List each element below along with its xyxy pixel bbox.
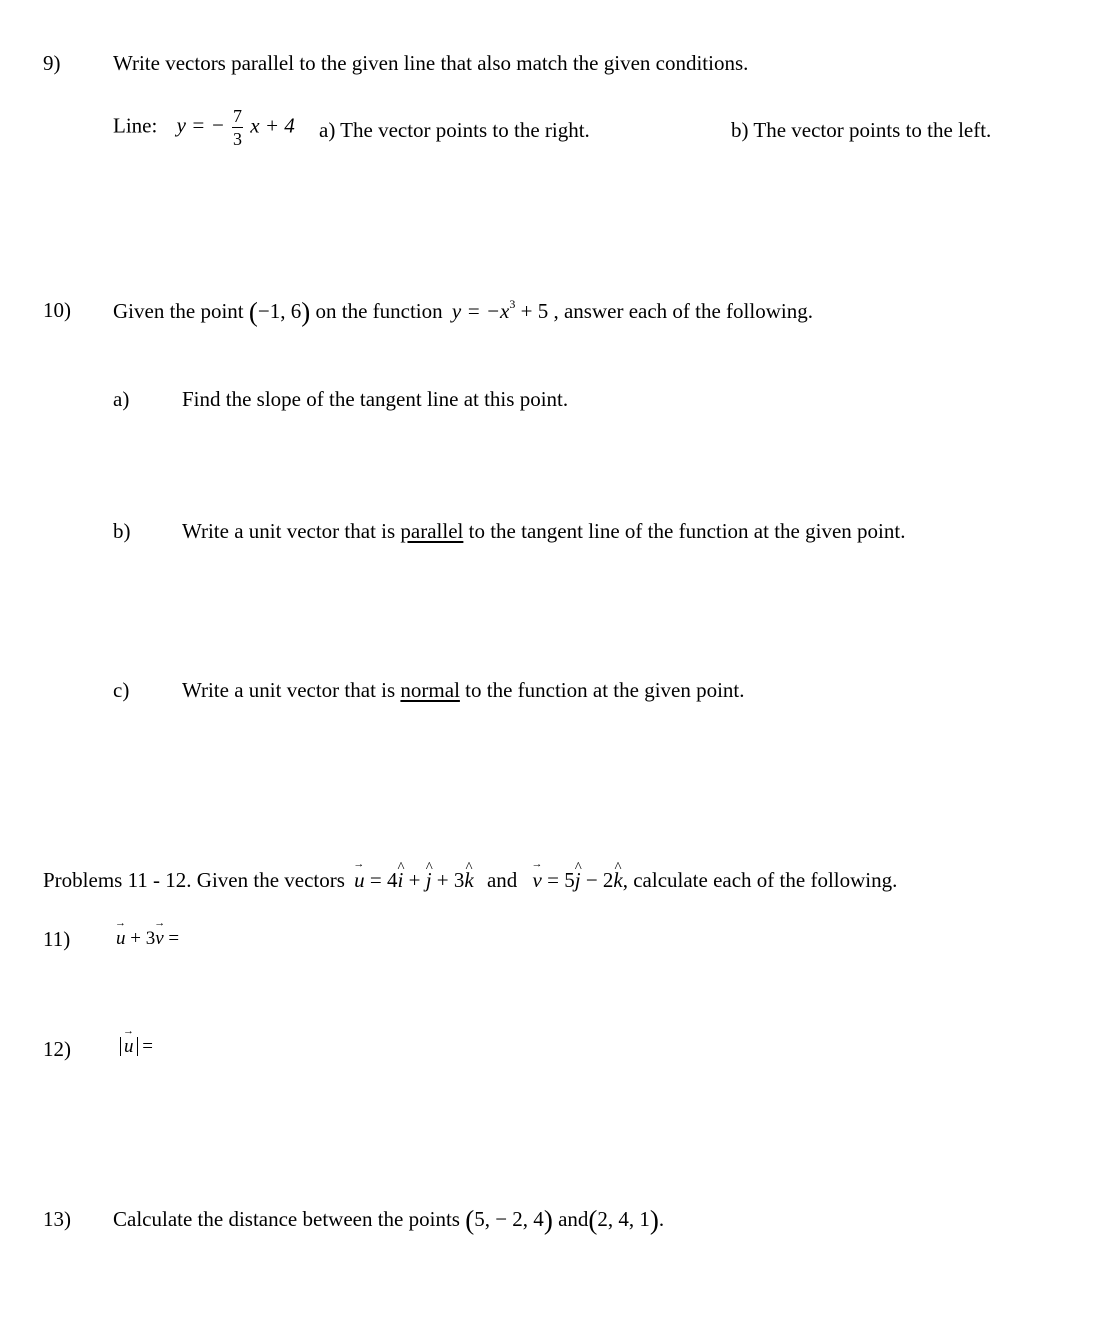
problem-11-expression [116, 929, 179, 948]
k-hat: k ^ [613, 870, 622, 891]
and-word: and [558, 1207, 589, 1231]
problem-9-part-b: b) The vector points to the left. [731, 118, 992, 142]
problem-10-number: 10) [43, 298, 71, 322]
problems-11-12-intro [43, 870, 897, 891]
problem-9-number: 9) [43, 51, 61, 75]
problem-10a-label: a) [113, 387, 130, 411]
text-after: to the tangent line of the function at the given point. [468, 519, 906, 543]
vector-u-symbol: u → [124, 1037, 134, 1056]
open-paren: ( [248, 297, 258, 327]
problem-10b-label: b) [113, 519, 131, 543]
underlined-word-normal: normal [400, 678, 460, 702]
magnitude-bars [120, 1037, 138, 1056]
problem-11-number: 11) [43, 927, 71, 951]
point-value: −1, 6 [257, 299, 302, 323]
prompt-text-after: , answer each of the following. [553, 299, 813, 323]
j-hat: j ^ [575, 870, 581, 891]
problem-9-line-row [113, 107, 295, 148]
intro-text: Problems 11 - 12. Given the vectors [43, 868, 345, 892]
plus-three: + 3 [130, 928, 156, 949]
problem-9-prompt: Write vectors parallel to the given line that also match the given conditions. [113, 51, 749, 75]
fraction-numerator: 7 [233, 106, 242, 126]
vector-v-symbol: v → [533, 870, 542, 891]
slope-fraction [232, 107, 243, 148]
fraction-denominator: 3 [233, 129, 242, 149]
line-equation-right: x + 4 [250, 113, 295, 138]
intro-after: , calculate each of the following. [622, 868, 898, 892]
problem-10a-text: Find the slope of the tangent line at this point. [182, 387, 569, 411]
text-after: to the function at the given point. [465, 678, 745, 702]
point-1: 5, − 2, 4 [474, 1207, 544, 1231]
prompt-text-before: Given the point [113, 299, 244, 323]
equals-sign: = [142, 1036, 153, 1057]
open-paren: ( [465, 1205, 475, 1235]
problem-10c-label: c) [113, 678, 130, 702]
problem-12-expression [120, 1037, 153, 1056]
line-equation-left: y = − [176, 113, 225, 138]
k-hat: k ^ [464, 870, 473, 891]
problem-10b-text [182, 521, 905, 542]
function-left: y = −x [451, 299, 510, 323]
problem-13-prompt [113, 1207, 664, 1234]
equals-sign: = [168, 928, 180, 949]
v-eq: = 5 [547, 868, 575, 892]
plus-three: + 3 [436, 868, 465, 892]
underlined-word-parallel: parallel [400, 519, 464, 543]
text-before: Write a unit vector that is [182, 678, 396, 702]
prompt-text-mid: on the function [315, 299, 443, 323]
line-label: Line: [113, 113, 158, 138]
vector-v-symbol: v → [155, 929, 163, 948]
problem-13-number: 13) [43, 1207, 71, 1231]
point-2: 2, 4, 1 [597, 1207, 650, 1231]
close-paren: ) [301, 297, 311, 327]
function-exponent: 3 [509, 297, 516, 311]
plus-sign: + [408, 868, 421, 892]
close-paren: ) [543, 1205, 553, 1235]
vector-u-symbol: u → [354, 870, 365, 891]
prompt-text: Calculate the distance between the points [113, 1207, 460, 1231]
j-hat: j ^ [426, 870, 432, 891]
problem-9-part-a: a) The vector points to the right. [319, 118, 590, 142]
function-right: + 5 [520, 299, 549, 323]
u-eq: = 4 [369, 868, 398, 892]
problem-12-number: 12) [43, 1037, 71, 1061]
and-word: and [486, 868, 518, 892]
problem-10c-text [182, 680, 745, 701]
text-before: Write a unit vector that is [182, 519, 396, 543]
problem-10-prompt [113, 298, 813, 326]
minus-two: − 2 [585, 868, 614, 892]
period: . [658, 1207, 665, 1231]
i-hat: i ^ [398, 870, 404, 891]
close-paren: ) [649, 1205, 659, 1235]
open-paren: ( [588, 1205, 598, 1235]
vector-u-symbol: u → [116, 929, 126, 948]
